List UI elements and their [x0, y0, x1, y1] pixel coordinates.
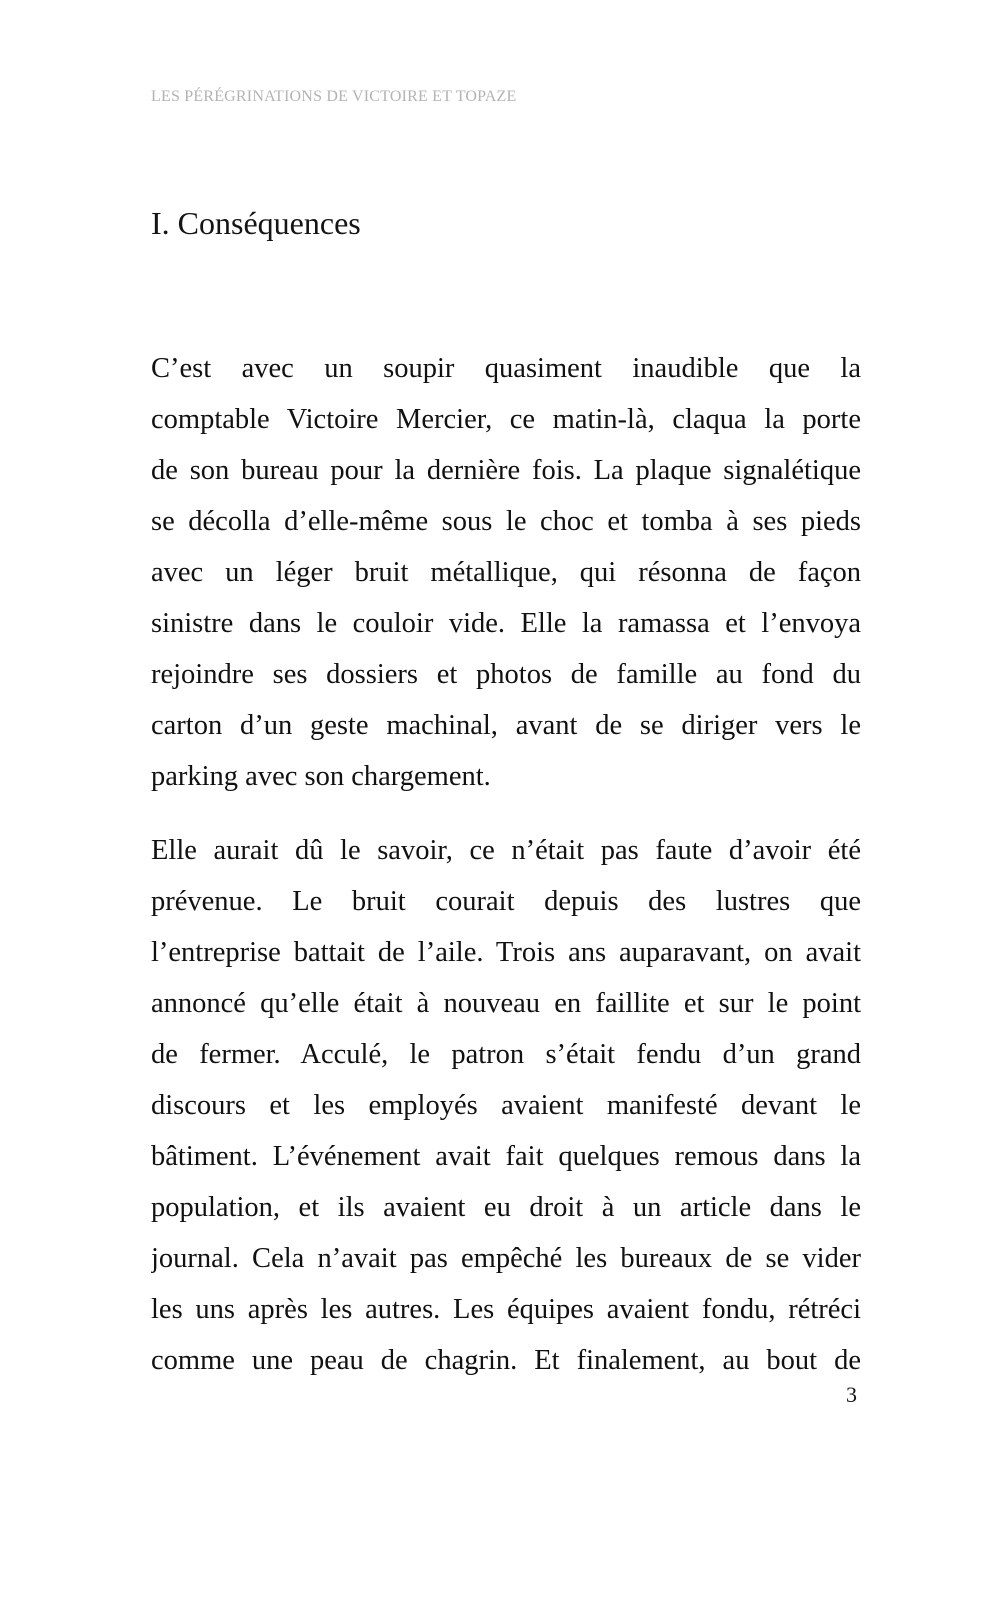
text-line: les uns après les autres. Les équipes avaient fondu, rétréci	[151, 1294, 861, 1325]
text-line: C’est avec un soupir quasiment inaudible que la	[151, 353, 861, 384]
text-line: journal. Cela n’avait pas empêché les bureaux de se vider	[151, 1243, 861, 1274]
text-line: discours et les employés avaient manifesté devant le	[151, 1090, 861, 1121]
text-line: sinistre dans le couloir vide. Elle la ramassa et l’envoya	[151, 608, 861, 639]
paragraph-1	[151, 343, 861, 802]
text-line: annoncé qu’elle était à nouveau en faillite et sur le point	[151, 988, 861, 1019]
text-line: l’entreprise battait de l’aile. Trois ans auparavant, on avait	[151, 937, 861, 968]
text-line: bâtiment. L’événement avait fait quelques remous dans la	[151, 1141, 861, 1172]
text-line: prévenue. Le bruit courait depuis des lustres que	[151, 886, 861, 917]
body-text	[151, 343, 861, 1409]
text-line: de fermer. Acculé, le patron s’était fendu d’un grand	[151, 1039, 861, 1070]
text-line: carton d’un geste machinal, avant de se diriger vers le	[151, 710, 861, 741]
text-line: comme une peau de chagrin. Et finalement, au bout de	[151, 1345, 861, 1376]
page-number: 3	[846, 1382, 857, 1407]
chapter-title: I. Conséquences	[151, 205, 361, 241]
text-line: de son bureau pour la dernière fois. La plaque signalétique	[151, 455, 861, 486]
text-line: avec un léger bruit métallique, qui résonna de façon	[151, 557, 861, 588]
paragraph-2	[151, 825, 861, 1386]
text-line: rejoindre ses dossiers et photos de famille au fond du	[151, 659, 861, 690]
running-header: LES PÉRÉGRINATIONS DE VICTOIRE ET TOPAZE	[151, 88, 517, 105]
text-line: comptable Victoire Mercier, ce matin-là, claqua la porte	[151, 404, 861, 435]
text-line: Elle aurait dû le savoir, ce n’était pas faute d’avoir été	[151, 835, 861, 866]
text-line: parking avec son chargement.	[151, 761, 491, 792]
text-line: population, et ils avaient eu droit à un article dans le	[151, 1192, 861, 1223]
text-line: se décolla d’elle-même sous le choc et tomba à ses pieds	[151, 506, 861, 537]
